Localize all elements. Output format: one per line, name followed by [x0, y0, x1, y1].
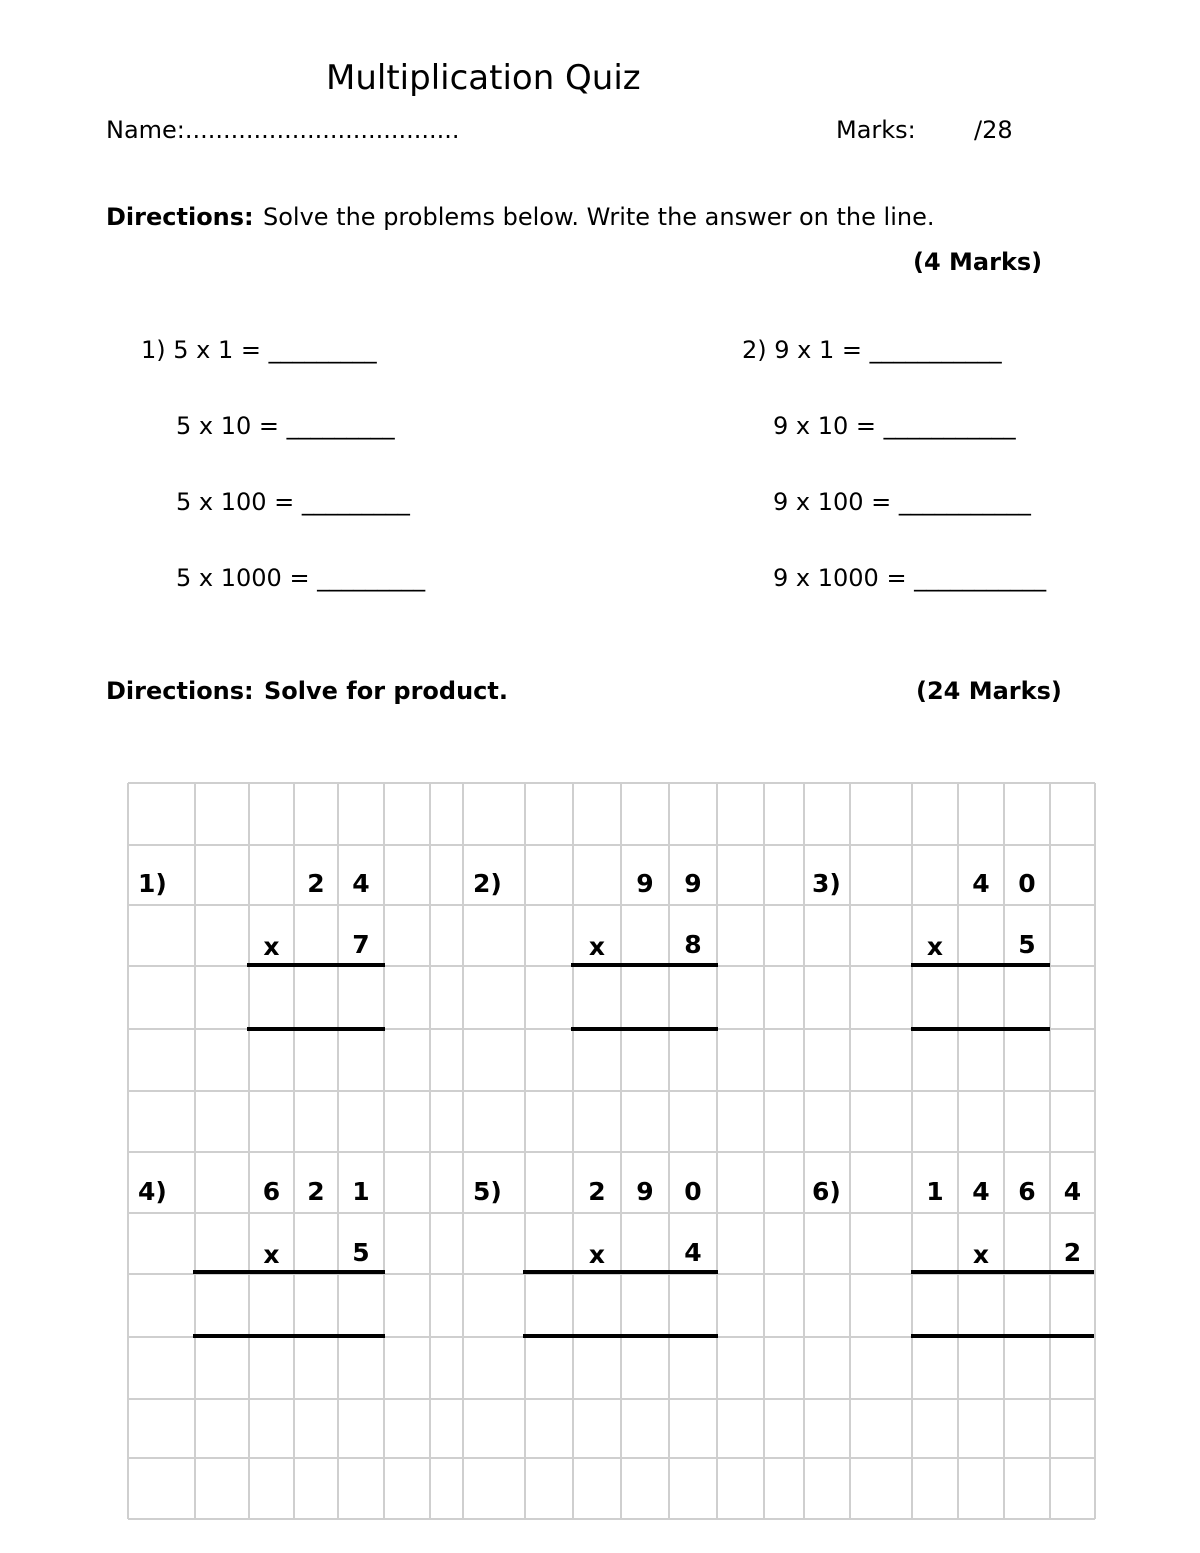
section2-directions-text: Solve for product.	[264, 677, 508, 705]
multiply-sign: x	[926, 932, 944, 961]
section1-marks-note: (4 Marks)	[913, 248, 1043, 276]
top-digit: 4	[1063, 1177, 1082, 1206]
equation-line[interactable]: 2) 9 x 1 = ___________	[742, 336, 1002, 364]
section1-directions-label: Directions:	[106, 203, 254, 231]
top-digit: 6	[1018, 1177, 1036, 1206]
top-digit: 9	[684, 869, 702, 898]
section1-directions-text: Solve the problems below. Write the answer on the line.	[263, 203, 935, 231]
grid-lines	[128, 783, 1095, 1519]
equation-line[interactable]: 9 x 10 = ___________	[773, 412, 1016, 440]
problem-label: 6)	[812, 1177, 841, 1206]
problem-digits	[138, 869, 1081, 1269]
top-digit: 2	[588, 1177, 606, 1206]
top-digit: 9	[636, 1177, 654, 1206]
top-digit: 4	[352, 869, 370, 898]
equation-line[interactable]: 5 x 10 = _________	[176, 412, 395, 440]
problem-label: 3)	[812, 869, 841, 898]
bottom-digit: 8	[684, 930, 702, 959]
multiply-sign: x	[972, 1240, 990, 1269]
multiply-sign: x	[263, 932, 280, 961]
top-digit: 0	[684, 1177, 702, 1206]
name-field[interactable]: Name:....................................	[106, 116, 460, 144]
bottom-digit: 2	[1063, 1238, 1082, 1267]
top-digit: 4	[972, 869, 990, 898]
section2-directions-label: Directions:	[106, 677, 254, 705]
top-digit: 1	[352, 1177, 370, 1206]
top-digit: 2	[307, 869, 325, 898]
top-digit: 9	[636, 869, 654, 898]
multiply-sign: x	[263, 1240, 280, 1269]
top-digit: 0	[1018, 869, 1036, 898]
bottom-digit: 7	[352, 930, 370, 959]
marks-total: /28	[974, 116, 1013, 144]
marks-label: Marks:	[836, 116, 916, 144]
problem-label: 1)	[138, 869, 167, 898]
top-digit: 2	[307, 1177, 325, 1206]
top-digit: 6	[262, 1177, 281, 1206]
equation-line[interactable]: 9 x 100 = ___________	[773, 488, 1031, 516]
top-digit: 1	[926, 1177, 944, 1206]
equation-line[interactable]: 5 x 100 = _________	[176, 488, 410, 516]
problem-label: 4)	[138, 1177, 167, 1206]
multiply-sign: x	[588, 1240, 606, 1269]
section2-marks-note: (24 Marks)	[916, 677, 1062, 705]
bottom-digit: 5	[1018, 930, 1036, 959]
equation-line[interactable]: 5 x 1000 = _________	[176, 564, 426, 592]
equation-line[interactable]: 1) 5 x 1 = _________	[141, 336, 377, 364]
top-digit: 4	[972, 1177, 990, 1206]
problem-label: 5)	[473, 1177, 502, 1206]
problem-label: 2)	[473, 869, 502, 898]
multiply-sign: x	[588, 932, 606, 961]
equation-line[interactable]: 9 x 1000 = ___________	[773, 564, 1047, 592]
bottom-digit: 5	[352, 1238, 370, 1267]
quiz-title: Multiplication Quiz	[326, 58, 641, 98]
bottom-digit: 4	[684, 1238, 702, 1267]
